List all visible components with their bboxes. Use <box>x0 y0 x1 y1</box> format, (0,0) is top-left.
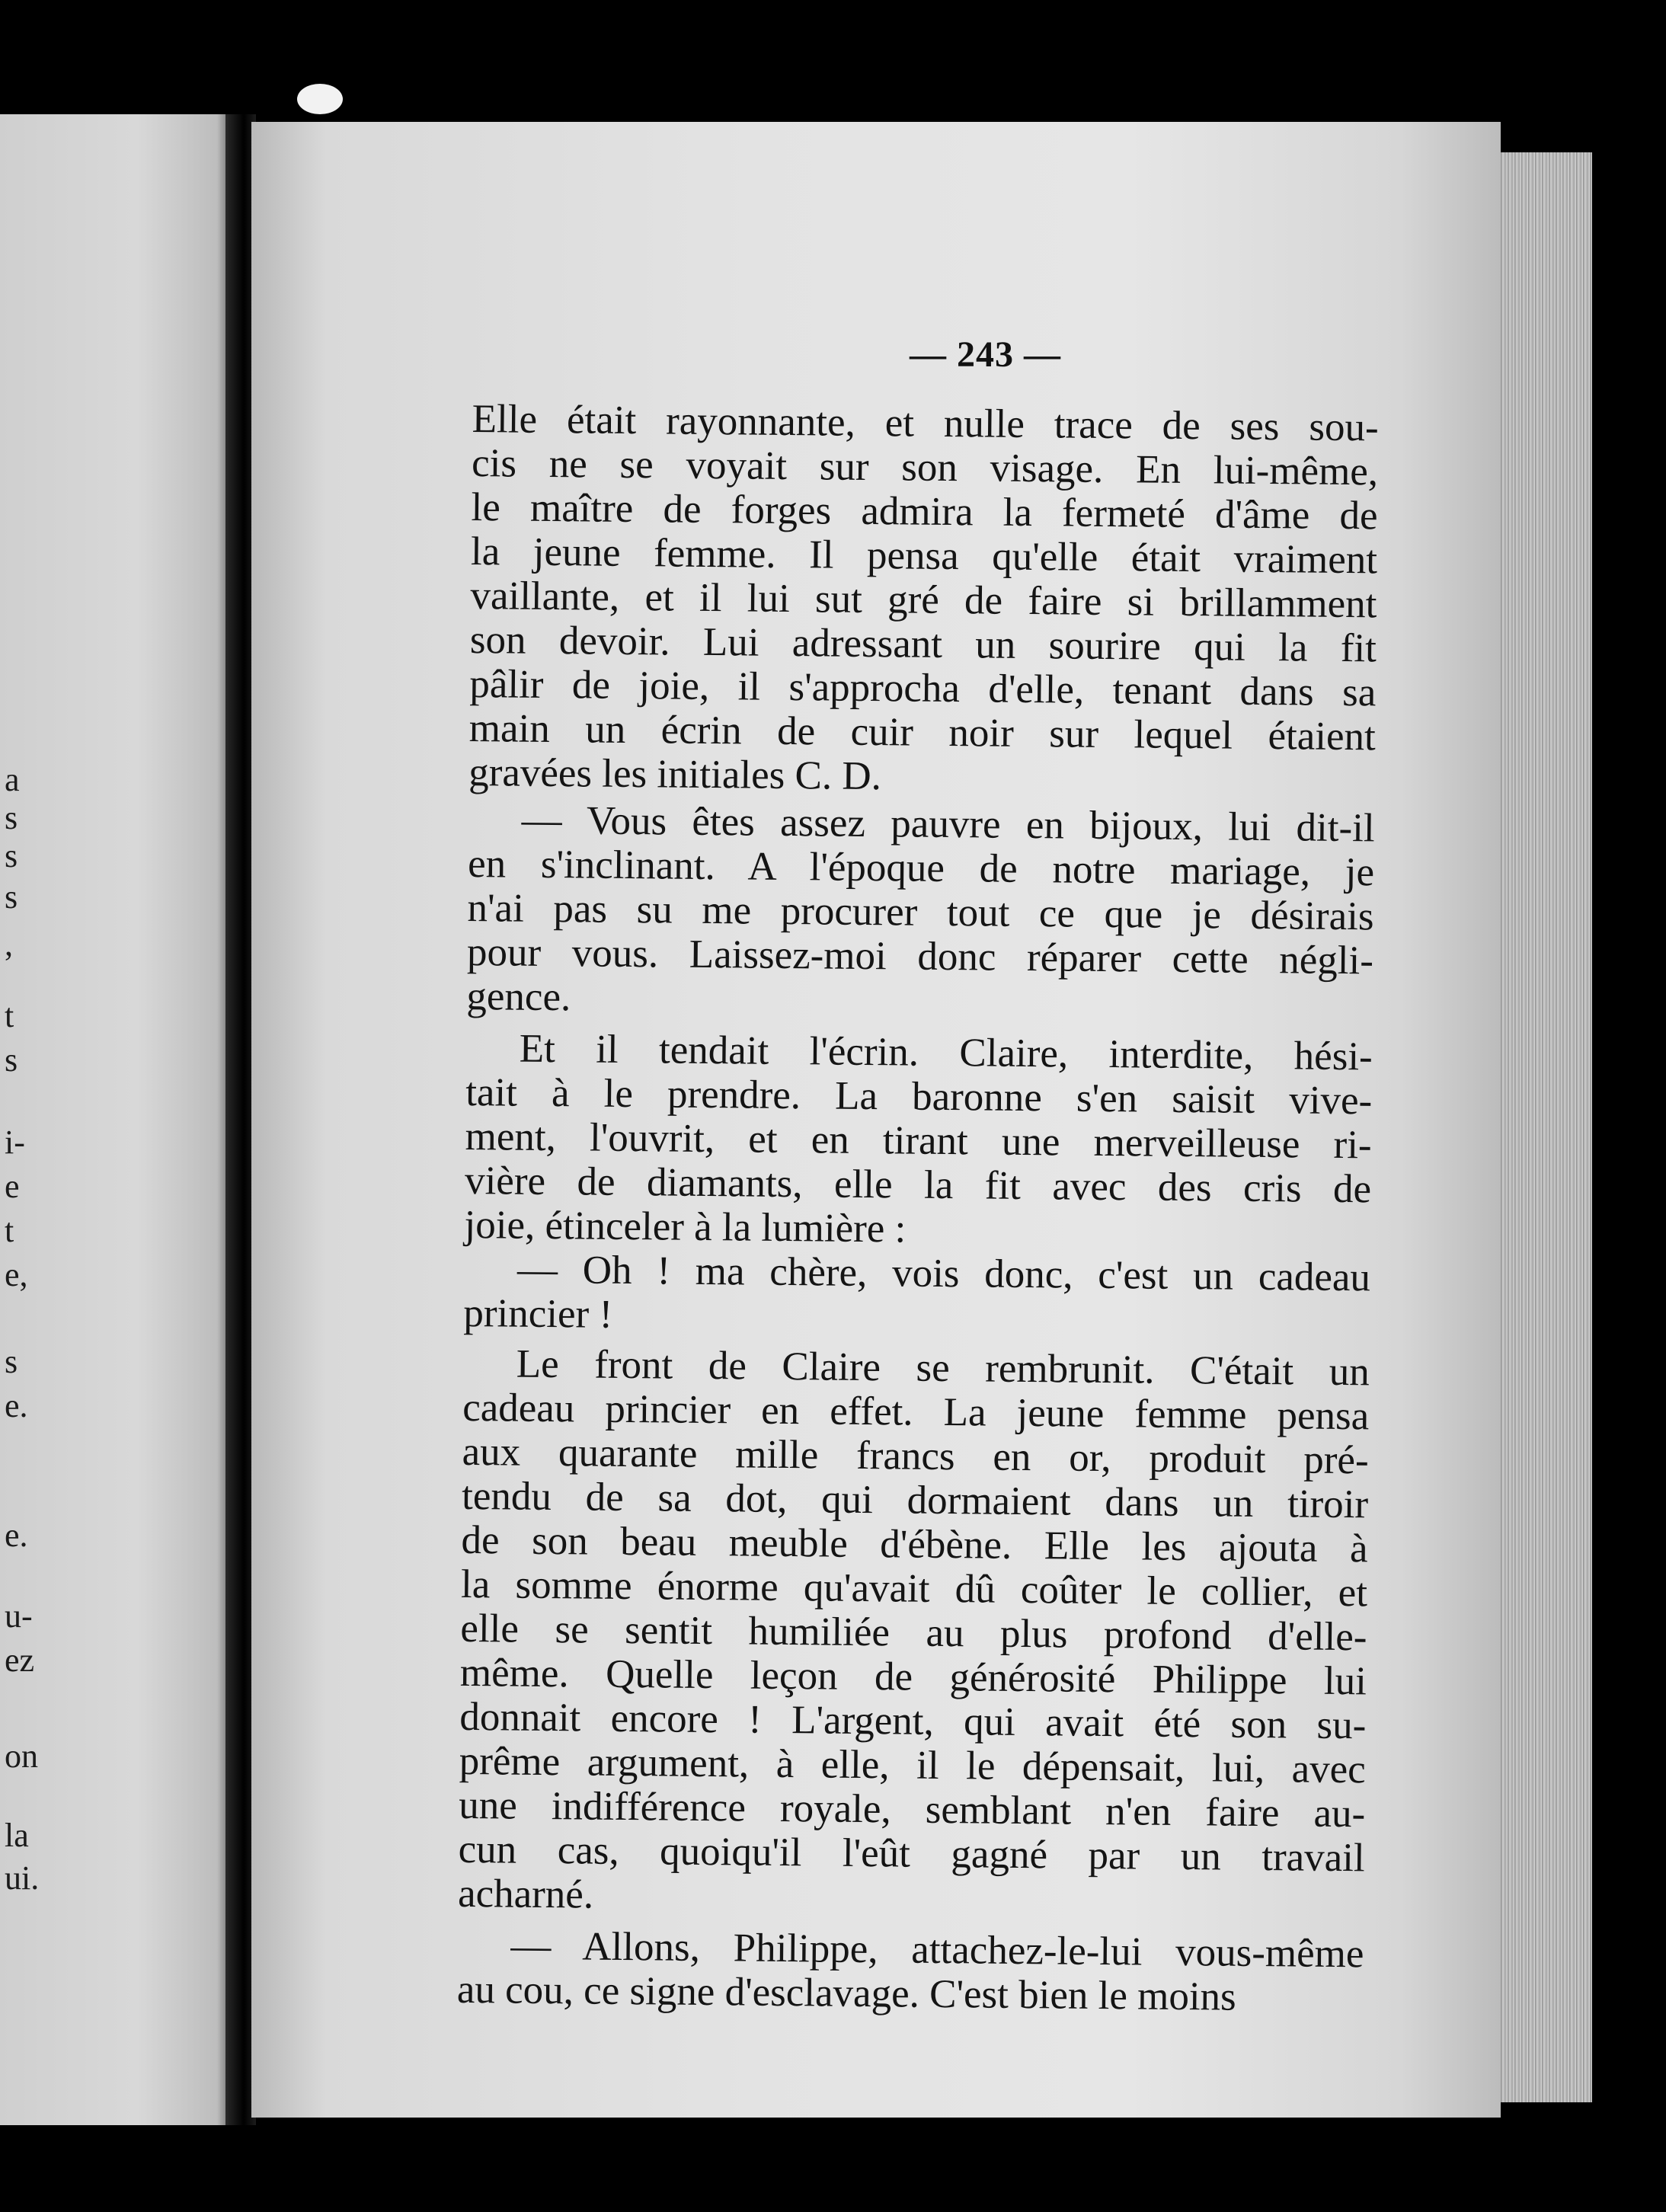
text-line: acharné. <box>457 1871 594 1917</box>
text-line: joie, étinceler à la lumière : <box>464 1202 907 1251</box>
left-page-fragment: e. <box>5 1517 28 1554</box>
page-edges <box>1501 152 1592 2102</box>
text-line: Et il tendait l'écrin. Claire, interdite, hési- <box>519 1026 1373 1079</box>
text-line: vière de diamants, elle la fit avec des cris de <box>464 1158 1372 1212</box>
left-page-fragment: s <box>5 878 18 916</box>
left-page-fragment: on <box>5 1737 38 1775</box>
text-line: de son beau meuble d'ébène. Elle les ajouta à <box>461 1517 1368 1571</box>
text-line: vaillante, et il lui sut gré de faire si brillamment <box>470 573 1377 627</box>
left-page-fragment: ez <box>5 1641 35 1679</box>
text-line: — Allons, Philippe, attachez-le-lui vous-même <box>510 1923 1364 1977</box>
left-page-fragment: , <box>5 925 13 963</box>
page-number <box>0 334 1666 376</box>
text-line: main un écrin de cuir noir sur lequel étaient <box>468 705 1377 759</box>
left-page-fragment: s <box>5 837 18 874</box>
left-page-fragment: a <box>5 761 20 798</box>
text-line: tendu de sa dot, qui dormaient dans un tiroir <box>461 1473 1369 1527</box>
text-line: princier ! <box>463 1290 613 1337</box>
text-line: cadeau princier en effet. La jeune femme pensa <box>462 1385 1370 1439</box>
text-line: une indifférence royale, semblant n'en faire au- <box>458 1782 1366 1836</box>
left-page-fragment: t <box>5 997 14 1034</box>
text-line: prême argument, à elle, il le dépensait, lui, avec <box>459 1738 1367 1792</box>
left-page-fragment: e. <box>5 1387 28 1424</box>
text-line: donnait encore ! L'argent, qui avait été son su- <box>459 1694 1367 1748</box>
text-line: cun cas, quoiqu'il l'eût gagné par un travail <box>458 1827 1365 1881</box>
text-line: la somme énorme qu'avait dû coûter le collier, et <box>460 1562 1368 1616</box>
left-page-fragment: e, <box>5 1256 28 1293</box>
left-page-fragment: e <box>5 1168 20 1205</box>
text-line: Le front de Claire se rembrunit. C'était un <box>516 1341 1370 1395</box>
left-page-fragment: s <box>5 799 18 836</box>
text-line: son devoir. Lui adressant un sourire qui la fit <box>469 617 1377 671</box>
text-line: pour vous. Laissez-moi donc réparer cette négli- <box>466 929 1374 983</box>
left-page-fragment: s <box>5 1041 18 1079</box>
text-line: le maître de forges admira la fermeté d'âme de <box>471 484 1378 539</box>
text-line: en s'inclinant. A l'époque de notre mariage, je <box>467 841 1375 895</box>
text-line: ment, l'ouvrit, et en tirant une merveilleuse ri- <box>465 1114 1372 1168</box>
text-line: gence. <box>466 973 571 1020</box>
text-line: elle se sentit humiliée au plus profond d'elle- <box>460 1606 1367 1660</box>
text-line: pâlir de joie, il s'approcha d'elle, tenant dans sa <box>469 661 1377 715</box>
left-page-fragment: i- <box>5 1124 25 1161</box>
text-line: au cou, ce signe d'esclavage. C'est bien le moins <box>456 1967 1236 2019</box>
text-line: gravées les initiales C. D. <box>468 750 882 799</box>
left-page-fragment: u- <box>5 1597 33 1635</box>
left-page-fragment: ui. <box>5 1859 40 1897</box>
text-line: — Vous êtes assez pauvre en bijoux, lui dit-il <box>521 798 1375 851</box>
paper-speck <box>297 84 343 114</box>
text-line: même. Quelle leçon de générosité Philippe lui <box>459 1650 1367 1704</box>
left-page-fragment: s <box>5 1343 18 1380</box>
previous-page-edge <box>0 114 229 2125</box>
text-line: la jeune femme. Il pensa qu'elle était vraiment <box>470 529 1378 583</box>
text-line: cis ne se voyait sur son visage. En lui-même, <box>471 440 1379 494</box>
text-line: tait à le prendre. La baronne s'en saisit vive- <box>465 1069 1373 1124</box>
text-line: Elle était rayonnante, et nulle trace de ses sou- <box>472 396 1379 450</box>
left-page-fragment: la <box>5 1817 29 1854</box>
text-line: n'ai pas su me procurer tout ce que je désirais <box>467 885 1374 939</box>
text-line: aux quarante mille francs en or, produit pré- <box>462 1429 1369 1483</box>
text-line: — Oh ! ma chère, vois donc, c'est un cadeau <box>516 1247 1371 1300</box>
left-page-fragment: t <box>5 1212 14 1249</box>
page-number-text: — 243 — <box>910 334 1061 375</box>
